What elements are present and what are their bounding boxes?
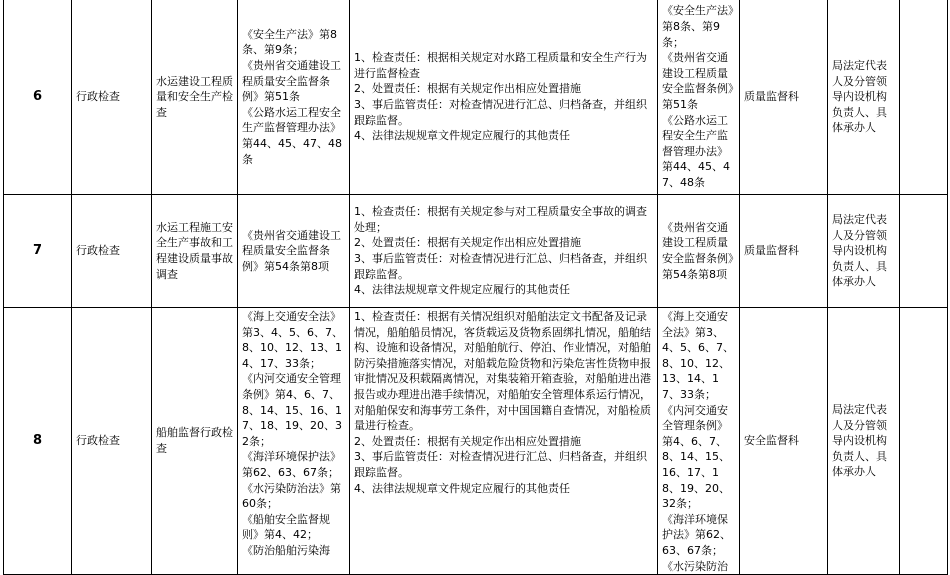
responsible-person: 局法定代表人及分管领导内设机构负责人、具体承办人 <box>828 0 900 195</box>
responsible-department: 安全监督科 <box>740 308 828 575</box>
item-number: 7 <box>4 195 72 308</box>
accountability-basis-line: 《安全生产法》第8条、第9条； <box>662 4 734 49</box>
legal-basis-line: 《贵州省交通建设工程质量安全监督条例》第54条第8项 <box>242 228 341 273</box>
legal-basis-line: 《海洋环境保护法》第62、63、67条； <box>242 450 341 479</box>
duty-items-line: 4、法律法规规章文件规定应履行的其他责任 <box>354 481 570 495</box>
legal-basis-line: 《水污染防治法》第60条； <box>242 481 341 511</box>
duty-items-line: 1、检查责任：根据有关规定参与对工程质量安全事故的调查处理； <box>354 205 647 234</box>
item-category: 行政检查 <box>72 195 152 308</box>
accountability-basis <box>658 0 740 195</box>
accountability-basis <box>658 308 740 575</box>
duty-items-line: 3、事后监管责任：对检查情况进行汇总、归档备查，并组织跟踪监督。 <box>354 98 647 127</box>
legal-basis-line: 《安全生产法》第8条、第9条； <box>242 27 337 57</box>
legal-basis-line: 《贵州省交通建设工程质量安全监督条例》第51条 <box>242 59 341 104</box>
duty-items-line: 2、处置责任：根据有关规定作出相应处置措施 <box>354 82 581 96</box>
table-body <box>4 0 948 575</box>
duty-items-line: 4、法律法规规章文件规定应履行的其他责任 <box>354 283 570 297</box>
table-row <box>4 308 948 575</box>
legal-basis <box>238 195 350 308</box>
accountability-basis-line: 《贵州省交通建设工程质量安全监督条例》第51条 <box>662 51 734 111</box>
remark <box>900 195 948 308</box>
legal-basis-line: 《防治船舶污染海 <box>242 543 330 557</box>
accountability-basis-line: 《内河交通安全管理条例》第4、6、7、8、14、15、16、17、18、19、20、32条； <box>662 403 730 511</box>
legal-basis <box>238 0 350 195</box>
accountability-basis <box>658 195 740 308</box>
item-number: 8 <box>4 308 72 575</box>
accountability-basis-line: 《贵州省交通建设工程质量安全监督条例》第54条第8项 <box>662 220 734 281</box>
duty-items <box>350 195 658 308</box>
item-name: 水运建设工程质量和安全生产检查 <box>152 0 238 195</box>
responsible-department: 质量监督科 <box>740 0 828 195</box>
duty-items-line: 2、处置责任：根据有关规定作出相应处置措施 <box>354 236 581 250</box>
duty-items-line: 4、法律法规规章文件规定应履行的其他责任 <box>354 129 570 143</box>
responsible-department: 质量监督科 <box>740 195 828 308</box>
responsible-person: 局法定代表人及分管领导内设机构负责人、具体承办人 <box>828 308 900 575</box>
legal-basis <box>238 308 350 575</box>
responsibility-table <box>3 0 948 575</box>
accountability-basis-line: 《海洋环境保护法》第62、63、67条； <box>662 512 731 557</box>
legal-basis-line: 《船舶安全监督规则》第4、42； <box>242 512 330 542</box>
duty-items-line: 1、检查责任：根据有关情况组织对船舶法定文书配备及记录情况，船舶船员情况，客货载运及货物系固绑扎情况，船舶结构、设施和设备情况，对船舶航行、停泊、作业情况，对船舶防污染措施落实情况，对船载危险货物和污染危害性货物申报审批情况及积载隔离情况，对集装箱开箱查验，对船舶进出港报告或办理进出港手续情况，对船舶安全管理体系运行情况，对船舶保安和海事劳工条件，对中国国籍自查情况，对船检质量进行检查。 <box>354 310 651 433</box>
remark <box>900 0 948 195</box>
item-name: 水运工程施工安全生产事故和工程建设质量事故调查 <box>152 195 238 308</box>
table-row <box>4 0 948 195</box>
item-category: 行政检查 <box>72 0 152 195</box>
duty-items <box>350 0 658 195</box>
accountability-basis-line: 《海上交通安全法》第3、4、5、6、7、8、10、12、13、14、17、33条； <box>662 310 734 401</box>
duty-items-line: 1、检查责任：根据相关规定对水路工程质量和安全生产行为进行监督检查 <box>354 51 647 80</box>
duty-items <box>350 308 658 575</box>
duty-items-line: 2、处置责任：根据有关规定作出相应处置措施 <box>354 434 581 448</box>
duty-items-line: 3、事后监管责任：对检查情况进行汇总、归档备查，并组织跟踪监督。 <box>354 252 647 281</box>
duty-items-line: 3、事后监管责任：对检查情况进行汇总、归档备查，并组织跟踪监督。 <box>354 450 647 479</box>
legal-basis-line: 《内河交通安全管理条例》第4、6、7、8、14、15、16、17、18、19、20、32条； <box>242 372 342 448</box>
responsible-person: 局法定代表人及分管领导内设机构负责人、具体承办人 <box>828 195 900 308</box>
item-number: 6 <box>4 0 72 195</box>
legal-basis-line: 《公路水运工程安全生产监督管理办法》第44、45、47、48条 <box>242 105 342 166</box>
remark <box>900 308 948 575</box>
item-name: 船舶监督行政检查 <box>152 308 238 575</box>
accountability-basis-line: 《公路水运工程安全生产监督管理办法》第44、45、47、48条 <box>662 113 730 189</box>
table-row <box>4 195 948 308</box>
accountability-basis-line: 《水污染防治 <box>662 559 728 573</box>
item-category: 行政检查 <box>72 308 152 575</box>
legal-basis-line: 《海上交通安全法》第3、4、5、6、7、8、10、12、13、14、17、33条； <box>242 310 343 370</box>
